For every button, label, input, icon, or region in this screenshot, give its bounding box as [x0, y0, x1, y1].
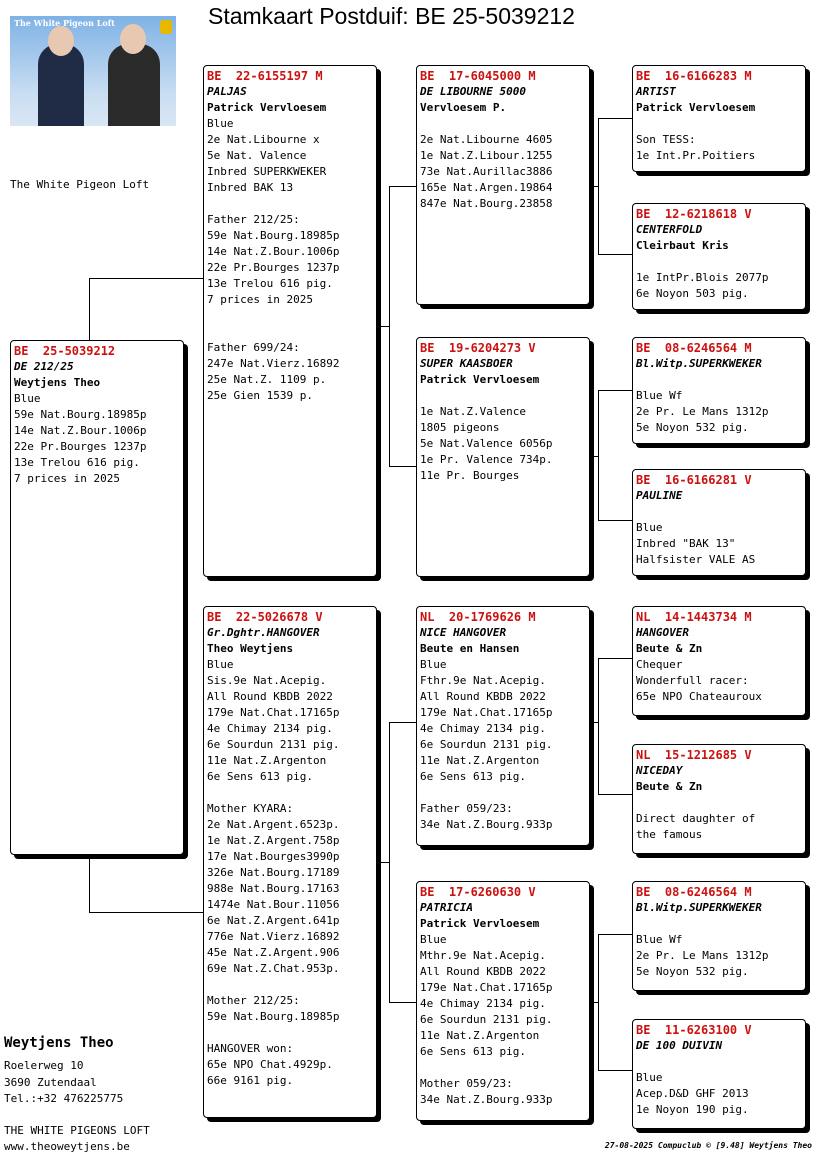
pedigree-line: 66e 9161 pig.	[207, 1074, 294, 1087]
pedigree-line: Acep.D&D GHF 2013	[636, 1087, 749, 1100]
pedigree-line: 2e Nat.Libourne 4605	[420, 133, 553, 146]
pedigree-line: Blue	[636, 1071, 663, 1084]
pedigree-line	[207, 1025, 373, 1041]
ring-number: BE 19-6204273 V	[420, 341, 536, 355]
pigeon-card-ggp-2	[632, 203, 806, 310]
pedigree-line: All Round KBDB 2022	[420, 690, 546, 703]
pigeon-owner: Vervloesem P.	[420, 101, 507, 114]
pigeon-owner: Beute & Zn	[636, 780, 703, 793]
pigeon-card-father	[203, 65, 377, 577]
loft-logo-photo	[10, 16, 176, 126]
pigeon-owner: Patrick Vervloesem	[636, 101, 756, 114]
pedigree-line: 45e Nat.Z.Argent.906	[207, 946, 340, 959]
footer-web: www.theoweytjens.be	[4, 1140, 130, 1153]
pedigree-line: 65e NPO Chat.4929p.	[207, 1058, 333, 1071]
connector	[590, 722, 599, 723]
pedigree-line	[207, 785, 373, 801]
pedigree-line: 22e Pr.Bourges 1237p	[207, 261, 340, 274]
pedigree-line: 6e Noyon 503 pig.	[636, 287, 749, 300]
pigeon-card-father-mother	[416, 337, 590, 577]
pedigree-line: Blue	[420, 658, 447, 671]
pigeon-name: DE 212/25	[14, 360, 74, 373]
pedigree-line	[207, 308, 373, 324]
pedigree-line: 73e Nat.Aurillac3886	[420, 165, 553, 178]
connector	[89, 912, 204, 913]
pigeon-name: HANGOVER	[636, 626, 689, 639]
pedigree-line	[207, 196, 373, 212]
connector	[598, 520, 633, 521]
ring-number: BE 08-6246564 M	[636, 885, 752, 899]
connector	[598, 658, 599, 794]
pedigree-line: 1e Nat.Z.Libour.1255	[420, 149, 553, 162]
pedigree-line: 59e Nat.Bourg.18985p	[207, 229, 340, 242]
ring-number: BE 22-6155197 M	[207, 69, 323, 83]
pedigree-line: Father 212/25:	[207, 213, 300, 226]
pedigree-line: 6e Sourdun 2131 pig.	[207, 738, 340, 751]
person-right-icon	[108, 44, 160, 126]
pigeon-card-mother-mother	[416, 881, 590, 1121]
pedigree-line: 22e Pr.Bourges 1237p	[14, 440, 147, 453]
ring-number: BE 08-6246564 M	[636, 341, 752, 355]
pedigree-line: 247e Nat.Vierz.16892	[207, 357, 340, 370]
pigeon-owner: Patrick Vervloesem	[207, 101, 327, 114]
pigeon-owner: Patrick Vervloesem	[420, 373, 540, 386]
footer-city: 3690 Zutendaal	[4, 1076, 97, 1089]
pedigree-line: Blue	[207, 117, 234, 130]
pedigree-line: 179e Nat.Chat.17165p	[207, 706, 340, 719]
pedigree-line: 69e Nat.Z.Chat.953p.	[207, 962, 340, 975]
pigeon-card-ggp-8	[632, 1019, 806, 1129]
ring-number: BE 12-6218618 V	[636, 207, 752, 221]
pedigree-line: 5e Nat.Valence 6056p	[420, 437, 553, 450]
pigeon-owner: Beute en Hansen	[420, 642, 520, 655]
pigeon-owner: Patrick Vervloesem	[420, 917, 540, 930]
pedigree-line: 65e NPO Chateauroux	[636, 690, 762, 703]
pedigree-line: 776e Nat.Vierz.16892	[207, 930, 340, 943]
pigeon-card-mother	[203, 606, 377, 1118]
pedigree-line: 6e Sens 613 pig.	[207, 770, 313, 783]
connector	[89, 278, 90, 340]
pedigree-line	[636, 1054, 802, 1070]
pigeon-card-ggp-6	[632, 744, 806, 854]
pedigree-line: 4e Chimay 2134 pig.	[207, 722, 333, 735]
pedigree-line: 2e Nat.Argent.6523p.	[207, 818, 340, 831]
pedigree-line: 4e Chimay 2134 pig.	[420, 722, 546, 735]
pedigree-line: Blue Wf	[636, 389, 683, 402]
pedigree-line: 59e Nat.Bourg.18985p	[14, 408, 147, 421]
connector	[389, 1002, 417, 1003]
pigeon-name: NICE HANGOVER	[420, 626, 507, 639]
pedigree-line: 165e Nat.Argen.19864	[420, 181, 553, 194]
pedigree-line	[636, 254, 802, 270]
pedigree-line: 14e Nat.Z.Bour.1006p	[207, 245, 340, 258]
connector	[598, 658, 633, 659]
connector	[590, 1002, 599, 1003]
pigeon-owner: Beute & Zn	[636, 642, 703, 655]
ring-number: NL 15-1212685 V	[636, 748, 752, 762]
print-info: 27-08-2025 Compuclub © [9.48] Weytjens Theo	[604, 1141, 812, 1150]
pedigree-line: 6e Sourdun 2131 pig.	[420, 1013, 553, 1026]
pedigree-line: 13e Trelou 616 pig.	[14, 456, 140, 469]
pedigree-line	[207, 324, 373, 340]
pedigree-line	[636, 795, 802, 811]
ring-number: BE 22-5026678 V	[207, 610, 323, 624]
pedigree-line: Blue	[207, 658, 234, 671]
pedigree-line: the famous	[636, 828, 703, 841]
pedigree-line: Blue	[636, 521, 663, 534]
footer-phone: Tel.:+32 476225775	[4, 1092, 124, 1105]
connector	[598, 390, 633, 391]
pedigree-line: 17e Nat.Bourges3990p	[207, 850, 340, 863]
ring-number: BE 11-6263100 V	[636, 1023, 752, 1037]
pedigree-line: 25e Gien 1539 p.	[207, 389, 313, 402]
pedigree-line: 1e Nat.Z.Argent.758p	[207, 834, 340, 847]
pigeon-name: NICEDAY	[636, 764, 683, 777]
pedigree-line: 1e Noyon 190 pig.	[636, 1103, 749, 1116]
pigeon-name: SUPER KAASBOER	[420, 357, 513, 370]
pigeon-card-father-father	[416, 65, 590, 305]
pedigree-line: 34e Nat.Z.Bourg.933p	[420, 1093, 553, 1106]
pedigree-line: 179e Nat.Chat.17165p	[420, 981, 553, 994]
pedigree-line: 6e Nat.Z.Argent.641p	[207, 914, 340, 927]
pedigree-line: 11e Nat.Z.Argenton	[420, 754, 540, 767]
pedigree-line	[636, 116, 802, 132]
pedigree-line	[636, 504, 802, 520]
pedigree-line: Father 059/23:	[420, 802, 513, 815]
pedigree-line: Mother 212/25:	[207, 994, 300, 1007]
footer-street: Roelerweg 10	[4, 1059, 84, 1072]
pigeon-name: CENTERFOLD	[636, 223, 703, 236]
pedigree-line: 6e Sens 613 pig.	[420, 770, 526, 783]
pedigree-line: HANGOVER won:	[207, 1042, 294, 1055]
pedigree-line: Inbred BAK 13	[207, 181, 294, 194]
pigeon-name: DE 100 DUIVIN	[636, 1039, 723, 1052]
pedigree-line	[636, 372, 802, 388]
pedigree-line: Blue	[14, 392, 41, 405]
pigeon-name: ARTIST	[636, 85, 676, 98]
pedigree-line: Father 699/24:	[207, 341, 300, 354]
pedigree-line: 6e Sourdun 2131 pig.	[420, 738, 553, 751]
connector	[598, 1070, 633, 1071]
connector	[389, 466, 417, 467]
pigeon-owner: Cleirbaut Kris	[636, 239, 729, 252]
pedigree-line: Son TESS:	[636, 133, 696, 146]
pigeon-name: Bl.Witp.SUPERKWEKER	[636, 901, 762, 914]
page-title: Stamkaart Postduif: BE 25-5039212	[208, 3, 575, 29]
badge-icon	[160, 20, 172, 34]
ring-number: BE 16-6166281 V	[636, 473, 752, 487]
connector	[89, 855, 90, 912]
pedigree-line: Inbred "BAK 13"	[636, 537, 736, 550]
pigeon-card-main	[10, 340, 184, 855]
pedigree-line: 326e Nat.Bourg.17189	[207, 866, 340, 879]
pigeon-name: PAULINE	[636, 489, 683, 502]
pigeon-card-ggp-5	[632, 606, 806, 716]
connector	[89, 278, 204, 279]
connector	[389, 186, 417, 187]
footer-owner: Weytjens Theo	[4, 1035, 114, 1051]
pigeon-name: Bl.Witp.SUPERKWEKER	[636, 357, 762, 370]
connector	[389, 722, 417, 723]
pedigree-line: 14e Nat.Z.Bour.1006p	[14, 424, 147, 437]
person-left-icon	[38, 44, 84, 126]
pedigree-line: 11e Nat.Z.Argenton	[420, 1029, 540, 1042]
pedigree-line: 988e Nat.Bourg.17163	[207, 882, 340, 895]
pedigree-line: 7 prices in 2025	[207, 293, 313, 306]
pigeon-card-mother-father	[416, 606, 590, 846]
pedigree-line: 5e Noyon 532 pig.	[636, 965, 749, 978]
pedigree-line: Wonderfull racer:	[636, 674, 749, 687]
connector	[590, 186, 599, 187]
ring-number: NL 20-1769626 M	[420, 610, 536, 624]
connector	[378, 862, 390, 863]
pedigree-line	[207, 977, 373, 993]
pedigree-line: Fthr.9e Nat.Acepig.	[420, 674, 546, 687]
pigeon-owner: Theo Weytjens	[207, 642, 294, 655]
pigeon-name: PALJAS	[207, 85, 247, 98]
pedigree-line	[420, 1060, 586, 1076]
head-right-icon	[120, 24, 146, 54]
ring-number: BE 25-5039212	[14, 344, 116, 358]
pedigree-line: 4e Chimay 2134 pig.	[420, 997, 546, 1010]
pedigree-line: Chequer	[636, 658, 683, 671]
head-left-icon	[48, 26, 74, 56]
connector	[598, 934, 633, 935]
pigeon-name: DE LIBOURNE 5000	[420, 85, 526, 98]
pedigree-line: Inbred SUPERKWEKER	[207, 165, 327, 178]
pedigree-line: 1e Pr. Valence 734p.	[420, 453, 553, 466]
pedigree-line: Mother 059/23:	[420, 1077, 513, 1090]
pedigree-line: Direct daughter of	[636, 812, 756, 825]
pedigree-line: 11e Pr. Bourges	[420, 469, 520, 482]
pigeon-card-ggp-3	[632, 337, 806, 444]
pedigree-line: Mthr.9e Nat.Acepig.	[420, 949, 546, 962]
pedigree-line: Mother KYARA:	[207, 802, 294, 815]
pedigree-line: 59e Nat.Bourg.18985p	[207, 1010, 340, 1023]
pigeon-owner: Weytjens Theo	[14, 376, 101, 389]
pigeon-name: PATRICIA	[420, 901, 473, 914]
pedigree-line: 5e Noyon 532 pig.	[636, 421, 749, 434]
pedigree-line: 7 prices in 2025	[14, 472, 120, 485]
ring-number: BE 17-6045000 M	[420, 69, 536, 83]
pigeon-name: Gr.Dghtr.HANGOVER	[207, 626, 320, 639]
pedigree-line: Blue	[420, 933, 447, 946]
pedigree-line: 34e Nat.Z.Bourg.933p	[420, 818, 553, 831]
pedigree-line	[420, 388, 586, 404]
pedigree-line	[420, 116, 586, 132]
pigeon-card-ggp-7	[632, 881, 806, 991]
connector	[598, 794, 633, 795]
pedigree-line: 179e Nat.Chat.17165p	[420, 706, 553, 719]
pedigree-line	[420, 785, 586, 801]
connector	[598, 118, 633, 119]
pedigree-line: 11e Nat.Z.Argenton	[207, 754, 327, 767]
pedigree-line: Blue Wf	[636, 933, 683, 946]
pedigree-line: All Round KBDB 2022	[420, 965, 546, 978]
pigeon-card-ggp-1	[632, 65, 806, 172]
ring-number: NL 14-1443734 M	[636, 610, 752, 624]
pedigree-line: 1e IntPr.Blois 2077p	[636, 271, 769, 284]
pedigree-line: Sis.9e Nat.Acepig.	[207, 674, 327, 687]
pedigree-line: 6e Sens 613 pig.	[420, 1045, 526, 1058]
connector	[598, 390, 599, 520]
ring-number: BE 17-6260630 V	[420, 885, 536, 899]
pedigree-line: 1e Int.Pr.Poitiers	[636, 149, 756, 162]
pedigree-line: 1e Nat.Z.Valence	[420, 405, 526, 418]
ring-number: BE 16-6166283 M	[636, 69, 752, 83]
loft-name: The White Pigeon Loft	[10, 178, 150, 191]
pedigree-line: 13e Trelou 616 pig.	[207, 277, 333, 290]
pedigree-line: 2e Pr. Le Mans 1312p	[636, 405, 769, 418]
connector	[378, 326, 390, 327]
footer-loft: THE WHITE PIGEONS LOFT	[4, 1124, 150, 1137]
pedigree-line	[636, 916, 802, 932]
pigeon-card-ggp-4	[632, 469, 806, 576]
connector	[590, 456, 599, 457]
pedigree-line: 25e Nat.Z. 1109 p.	[207, 373, 327, 386]
pedigree-line: All Round KBDB 2022	[207, 690, 333, 703]
pedigree-line: 2e Pr. Le Mans 1312p	[636, 949, 769, 962]
pedigree-line: Halfsister VALE AS	[636, 553, 756, 566]
logo-text: The White Pigeon Loft	[14, 18, 115, 28]
pedigree-line: 2e Nat.Libourne x	[207, 133, 320, 146]
pedigree-line: 1805 pigeons	[420, 421, 500, 434]
pedigree-line: 5e Nat. Valence	[207, 149, 307, 162]
pedigree-line: 1474e Nat.Bour.11056	[207, 898, 340, 911]
connector	[598, 254, 633, 255]
pedigree-line: 847e Nat.Bourg.23858	[420, 197, 553, 210]
